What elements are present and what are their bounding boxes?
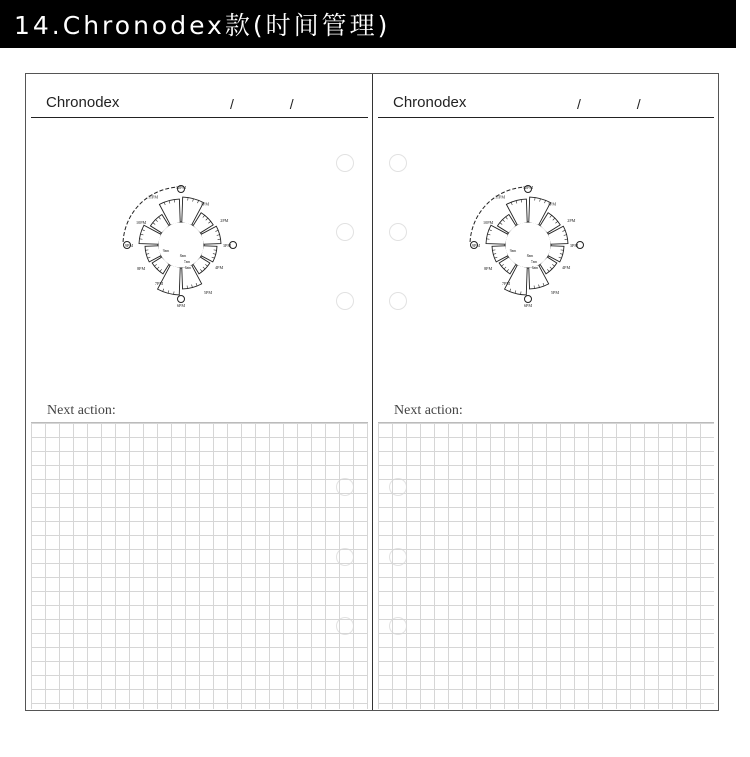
chronodex-diagram [453,172,603,332]
chronodex-hour-label: 3PM [222,243,232,248]
chronodex-segment [152,257,169,274]
right-page [373,74,718,710]
ring-hole [336,223,354,241]
chronodex-hour-label: 1PM [547,201,557,207]
chronodex-hour-label: 10PM [136,220,147,225]
chronodex-hour-label: 11PM [494,194,506,200]
chronodex-hour-label: 7PM [501,281,511,287]
chronodex-morning-label: 7am [530,260,538,264]
chronodex-hour-label: 2PM [220,218,229,223]
chronodex-hour-label: 12PM [522,185,534,190]
chronodex-hour-label: 12PM [175,185,187,190]
ring-hole [336,154,354,172]
next-action-label: Next action: [47,403,116,418]
chronodex-segment [540,257,557,274]
chronodex-hour-label: 9PM [124,243,134,248]
page-header-title: Chronodex [46,94,120,111]
chronodex-hour-label: 4PM [562,265,571,270]
notes-grid [31,422,368,709]
chronodex-morning-label: 9am [509,249,517,253]
chronodex-diagram [106,172,256,332]
title-banner [0,0,736,48]
ring-hole [336,292,354,310]
chronodex-hour-label: 7PM [154,281,164,287]
left-page [26,74,372,710]
chronodex-morning-label: 8am [526,254,534,258]
chronodex-morning-label: 9am [162,249,170,253]
chronodex-hour-label: 8PM [137,266,146,271]
ring-hole [389,154,407,172]
header-rule [378,117,714,118]
chronodex-hour-label: 1PM [200,201,210,207]
ring-hole [389,292,407,310]
planner-spread [25,73,719,711]
next-action-label: Next action: [394,403,463,418]
date-slashes: / / [577,96,667,112]
chronodex-morning-label: 8am [179,254,187,258]
chronodex-hour-label: 3PM [569,243,579,248]
banner-title: 14.Chronodex款(时间管理) [14,11,391,40]
chronodex-morning-label: 6am [531,266,539,270]
notes-grid [378,422,714,709]
chronodex-segment [193,257,210,274]
chronodex-hour-label: 8PM [484,266,493,271]
page-header-title: Chronodex [393,94,467,111]
chronodex-hour-label: 6PM [176,303,186,308]
chronodex-hour-label: 5PM [550,289,560,295]
chronodex-hour-label: 11PM [147,194,159,200]
chronodex-hour-label: 6PM [523,303,533,308]
header-rule [31,117,368,118]
chronodex-marker [525,296,532,303]
date-slashes: / / [230,96,320,112]
chronodex-morning-label: 7am [183,260,191,264]
chronodex-hour-label: 4PM [215,265,224,270]
chronodex-hour-label: 9PM [471,243,481,248]
chronodex-hour-label: 2PM [567,218,576,223]
chronodex-morning-label: 6am [184,266,192,270]
chronodex-hour-label: 10PM [483,220,494,225]
chronodex-hour-label: 5PM [203,289,213,295]
chronodex-segment [499,257,516,274]
ring-hole [389,223,407,241]
chronodex-marker [178,296,185,303]
